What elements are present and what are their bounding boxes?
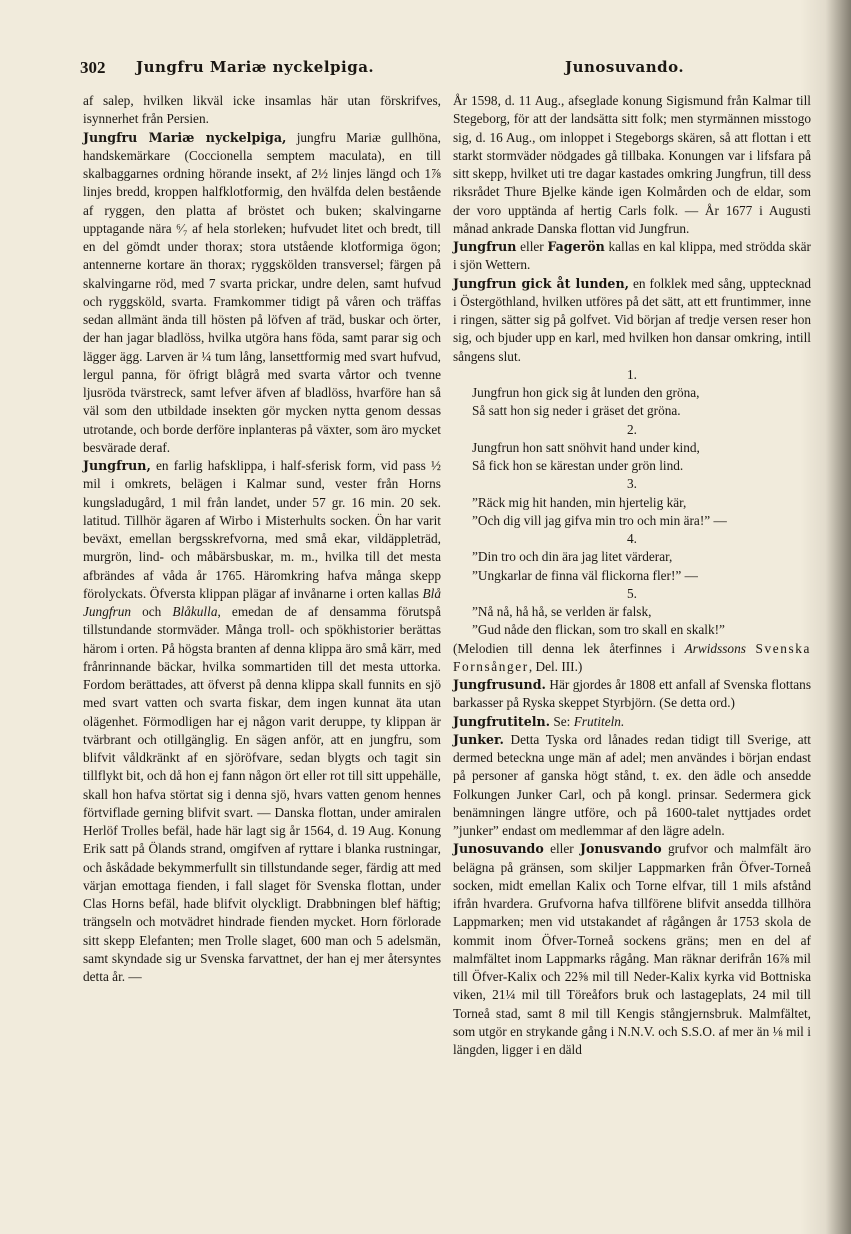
- entry-jungfrun: [83, 457, 441, 986]
- entry-text: Här gjordes år 1808 ett anfall af Svenska flottans barkasser på Ryska skeppet Styrbjörn. (Se detta ord.): [453, 677, 811, 711]
- entry-text: Detta Tyska ord lånades redan tidigt till Sverige, att dermed beteckna unge män af adel; men användes i början endast på personer af ganska högt stånd, t. ex. den ädle och ansedde Folkungen Junker Carl, och på kongl. prinsar. Sedermera gick benämningen längre utföre, och på 1600-talet nyttjades ordet ”junker” endast om medlemmar af den lägre adeln.: [453, 731, 811, 838]
- song-verse: [453, 530, 811, 585]
- spaced-title: Svenska Fornsånger: [453, 640, 811, 674]
- song-verse: [453, 475, 811, 530]
- entry-jungfrusund: [453, 676, 811, 713]
- verse-line: ”Ungkarlar de finna väl flickorna fler!” —: [472, 567, 698, 583]
- verse-number: 5.: [627, 585, 637, 601]
- entry-jungfru-mariae-nyckelpiga: [83, 129, 441, 458]
- entry-text: eller: [543, 841, 581, 857]
- entry-headword: Jungfrun gick åt lunden,: [453, 275, 629, 291]
- entry-text: en farlig hafsklippa, i half-sferisk form, vid pass ½ mil i omkrets, belägen i Kalmar sund, vester från Horns kungsladugård, 1 mil från landet, under 57 gr. 16 min. 20 sek. latitud. Tillhör ägaren af Wirbo i Misterhults socken. Ön har varit beväxt, emellan bergsskrefvorna, med små ekar, vildäppleträd, murgrön, lind- och måbärsbuskar, m. m., hvilka till det mesta afbrändes af våda år 1765. Häromkring hafva många skepp förolyckats. Öfversta klippan plägar af invånarne i orten kallas: [83, 458, 441, 601]
- verse-number: 4.: [627, 531, 637, 546]
- entry-headword: Jungfru Mariæ nyckelpiga,: [83, 129, 287, 145]
- entry-junker: [453, 731, 811, 841]
- page-number: 302: [80, 58, 106, 77]
- cross-reference: Frutiteln.: [573, 713, 625, 729]
- running-head-left: Jungfru Mariæ nyckelpiga.: [136, 58, 375, 76]
- song-verse: [453, 421, 811, 476]
- entry-text: grufvor och malmfält äro belägna på gränsen, som skiljer Lappmarken från Öfver-Torneå socken, midt emellan Kalix och Torne elfvar, till 1 mils afstånd ifrån hvardera. Grufvorna hafva tillförene blifvit ansedda tillhöra Lappmarken; men vid utstakandet af rågången år 1753 skola de kommit inom Öfver-Torneå sockens gräns; men en del af malmfältet inom Lappmarks rågång. Man räknar derifrån 16⅞ mil till Öfver-Kalix och 22⅝ mil till Neder-Kalix kyrka vid Bottniska viken, 21¼ mil till Töreåfors bruk och lastageplats, 24 mil till Torneå stad, samt 8 mil till Kengis stångjernsbruk. Malmfältet, som utgör en strykande gång i N.N.V. och S.S.O. af mer än ⅛ mil i längden, ligger i en däld: [453, 841, 811, 1057]
- entry-text: Se:: [550, 713, 574, 729]
- entry-text: jungfru Mariæ gullhöna, handskemärkare (Coccionella semptem maculata), en till skalbaggarnes ordning hörande insekt, af 2½ linjes längd och 1⅞ linjes bredd, kroppen halfklotformig, den hvälfda delen bestående af ryggen, den platta af bröstet och buken; skalvingarne upptagande nära ⁶⁄₇ af hela storleken; hufvudet litet och bredt, till en del gömdt under thorax; stora utstående klotformiga ögon; antennerne kortare än thorax; ryggskölden transversel; färgen på skalvingarne röd, med 7 svarta prickar, undre delen, samt hufvud och ryggsköld, svarta. Framkommer tidigt på våren och träffas sedan allmänt ända till hösten på löfven af träd, buskar och örter, der han jagar bladlöss, hvilka utgöra hans föda, samt parar sig och lägger ägg. Larven är ¼ tum lång, lansettformig med svart hufvud, lergul panna, för öfrigt blågrå med svarta vårtor och tvenne ljusröda tvärstreck, samt lefver äfven af bladlöss, hvarföre han så väl som den utbildade insekten gör mycken nytta genom dessas utrotande, och borde derföre inplanteras på växter, som äro mycket besvärade deraf.: [83, 129, 441, 455]
- song-verse: [453, 585, 811, 640]
- melody-note: [453, 640, 811, 677]
- running-head-right: Junosuvando.: [565, 58, 685, 76]
- entry-text: kallas en kal klippa, med strödda skär i sjön Wettern.: [453, 239, 811, 273]
- verse-line: ”Räck mig hit handen, min hjertelig kär,: [472, 494, 687, 510]
- entry-headword: Jonusvando: [580, 841, 662, 857]
- entry-jungfrun-fageron: [453, 238, 811, 275]
- entry-text: , emedan de af densamma förutspå tillstundande stormväder. Många troll- och spökhistorier berättas härom i orten. På högsta branten af denna klippa äro små kärr, med frånrinnande bäckar, hvilka sommartiden till det mesta uttorka. Fordom berättades, att öfverst på denna klippa skall funnits en sjö med svart vatten och svarta fiskar, dem ingen kunnat äta utan olägenhet. Förmodligen har ej någon varit deruppe, ty klippan är tvärbrant och otillgänglig. En sägen anför, att en jungfru, som blifvit våldkränkt af en sjöröfvare, sedan blygts och tagit sin tillflykt bit, och då hon ej fann någon ört eller rot till sitt uppehälle, skall hon hafva störtat sig i denna sjö, hvars vatten genom hennes förtviflade gerning blifvit svart. — Danska flottan, under amiralen Herlöf Trolles befäl, hade här lagt sig år 1564, d. 19 Aug. Konung Erik satt på Ölands strand, omgifven af ryttare i blanka rustningar, och åskådade bekymmerfullt sin tillstundande seger, färdig att med värjan emottaga fienden, i fall slaget för Svenska flottan, under Clas Horns befäl, hade blifvit olyckligt. Drabbningen blef häftig; trängseln och motvädret hindrade fienden mycket. Horn förlorade sitt skepp Elefanten; men Trolle slaget, 600 man och 5 adelsmän, samt skyndade sig ur Svenska farvattnet, der han ej mer återsyntes detta år. —: [83, 604, 441, 984]
- paragraph: År 1598, d. 11 Aug., afseglade konung Sigismund från Kalmar till Stegeborg, för att der landsätta sitt folk; men styrmännen misstogo sig, d. 16 Aug., om inloppet i Stegeborgs skären, så att flottan i ett starkt stormväder nödgades gå tillbaka. Konungen var i lifsfara på sitt skepp, hvilket uti tre dagar kastades omkring Jungfrun, till dess riksrådet Thure Bjelke kände igen Kolmården och de eldar, som der voro upptända af hertig Carls folk. — År 1677 i Augusti månad ankrade Danska flottan vid Jungfrun.: [453, 93, 811, 236]
- entry-headword: Jungfrusund.: [453, 677, 546, 692]
- verse-line: ”Gud nåde den flickan, som tro skall en skalk!”: [472, 622, 725, 638]
- italic-term: Arwidssons: [684, 640, 746, 656]
- entry-text: eller: [516, 239, 548, 254]
- paragraph: af salep, hvilken likväl icke insamlas här utan förskrifves, isynnerhet från Persien.: [83, 93, 441, 127]
- italic-term: Blå Jungfrun: [83, 585, 441, 619]
- verse-line: ”Din tro och din ära jag litet värderar,: [472, 549, 673, 565]
- entry-jungfrutiteln: [453, 713, 811, 731]
- verse-number: 1.: [627, 366, 637, 382]
- song-verse: [453, 366, 811, 421]
- note-text: (Melodien till denna lek återfinnes i: [453, 640, 685, 656]
- entry-junosuvando: [453, 840, 811, 1059]
- entry-text: och: [131, 604, 173, 619]
- verse-line: Jungfrun hon gick sig åt lunden den gröna,: [472, 385, 700, 400]
- italic-term: Blåkulla: [172, 604, 218, 619]
- entry-headword: Jungfrun: [453, 239, 517, 254]
- entry-text: en folklek med sång, upptecknad i Östergöthland, hvilken utföres på det sätt, att ett fruntimmer, inne i ringen, sätter sig på golfvet. Vid början af tredje versen reser hon sig, och bjuder upp en karl, med hvilken hon dansar omkring, intill sångens slut.: [453, 275, 812, 364]
- verse-line: Så satt hon sig neder i gräset det gröna.: [472, 403, 681, 419]
- verse-line: ”Nå nå, hå hå, se verlden är falsk,: [472, 604, 652, 619]
- right-column: [453, 92, 811, 1059]
- note-text: , Del. III.): [528, 658, 583, 674]
- left-column: [83, 92, 441, 986]
- entry-headword: Junosuvando: [453, 841, 544, 857]
- entry-headword: Jungfrun,: [83, 458, 151, 473]
- verse-number: 2.: [627, 421, 637, 437]
- entry-headword: Junker.: [453, 731, 504, 747]
- entry-headword: Jungfrutiteln.: [453, 713, 551, 729]
- verse-line: ”Och dig vill jag gifva min tro och min ära!” —: [472, 512, 727, 528]
- entry-jungfrun-gick-at-lunden: [453, 275, 811, 366]
- verse-line: Jungfrun hon satt snöhvit hand under kind,: [472, 439, 700, 455]
- verse-number: 3.: [627, 476, 637, 492]
- verse-line: Så fick hon se kärestan under grön lind.: [472, 458, 684, 473]
- entry-headword: Fagerön: [547, 239, 605, 254]
